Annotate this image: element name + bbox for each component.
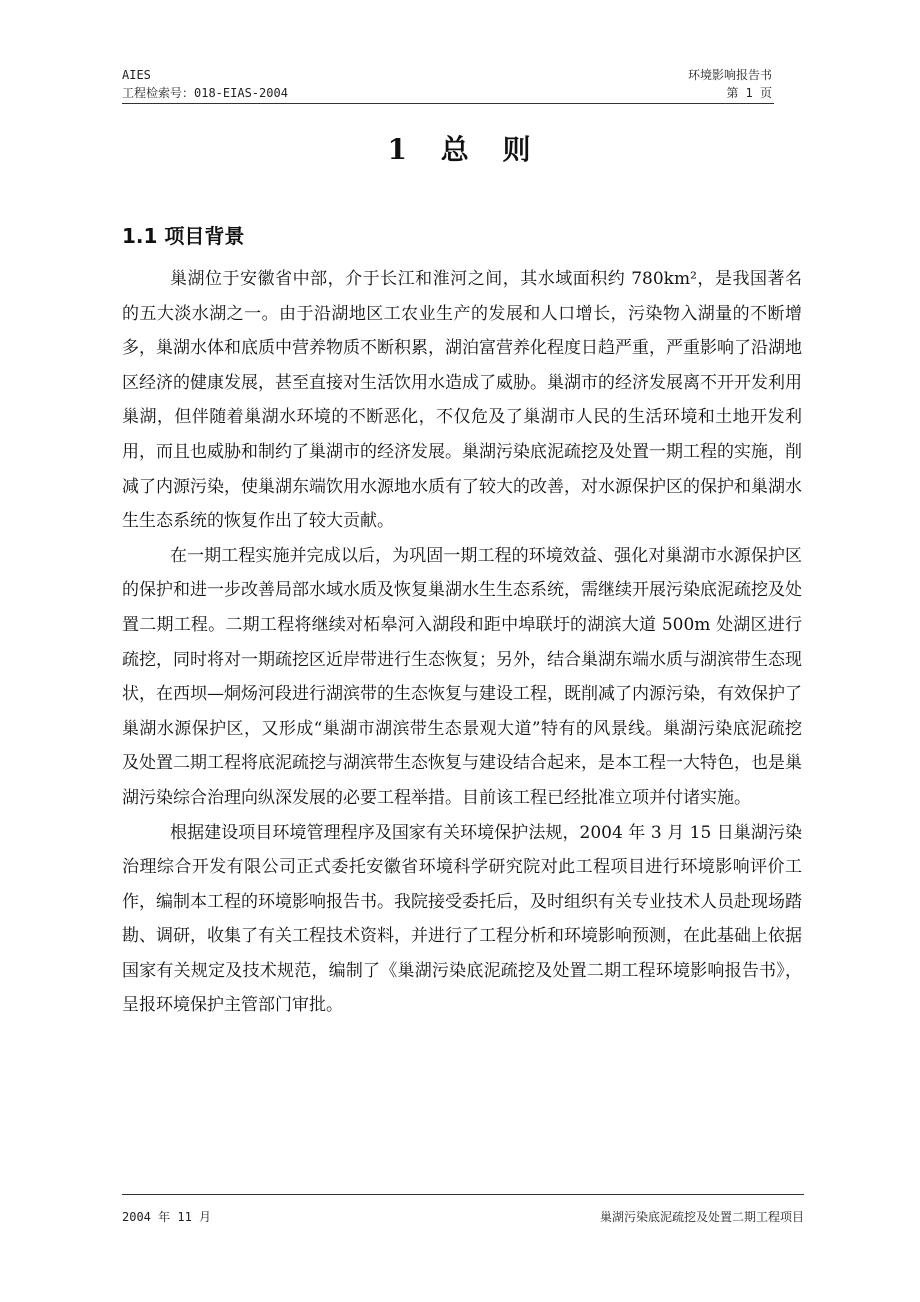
chapter-title (0, 128, 920, 168)
footer-divider (122, 1194, 804, 1195)
header-project-id: 工程检索号：018-EIAS-2004 (122, 86, 288, 100)
footer-date: 2004 年 11 月 (122, 1210, 212, 1224)
body-text (122, 262, 802, 1023)
header-right (560, 66, 772, 102)
chapter-title-char-1: 总 (440, 133, 471, 166)
header-divider (122, 103, 774, 104)
footer-project: 巢湖污染底泥疏挖及处置二期工程项目 (599, 1210, 804, 1224)
header-page-number: 第 1 页 (726, 86, 772, 100)
paragraph-3: 根据建设项目环境管理程序及国家有关环境保护法规，2004 年 3 月 15 日巢湖污染治理综合开发有限公司正式委托安徽省环境科学研究院对此工程项目进行环境影响评价工作，编制本工程的环境影响报告书。我院接受委托后，及时组织有关专业技术人员赴现场踏勘、调研，收集了有关工程技术资料，并进行了工程分析和环境影响预测，在此基础上依据国家有关规定及技术规范，编制了《巢湖污染底泥疏挖及处置二期工程环境影响报告书》，呈报环境保护主管部门审批。 (122, 822, 802, 1016)
paragraph-1: 巢湖位于安徽省中部，介于长江和淮河之间，其水域面积约 780km²，是我国著名的五大淡水湖之一。由于沿湖地区工农业生产的发展和人口增长，污染物入湖量的不断增多，巢湖水体和底质中营养物质不断积累，湖泊富营养化程度日趋严重，严重影响了沿湖地区经济的健康发展，甚至直接对生活饮用水造成了威胁。巢湖市的经济发展离不开开发利用巢湖，但伴随着巢湖水环境的不断恶化，不仅危及了巢湖市人民的生活环境和土地开发利用，而且也威胁和制约了巢湖市的经济发展。巢湖污染底泥疏挖及处置一期工程的实施，削减了内源污染，使巢湖东端饮用水源地水质有了较大的改善，对水源保护区的保护和巢湖水生生态系统的恢复作出了较大贡献。 (122, 269, 802, 532)
chapter-title-char-2: 则 (502, 133, 533, 166)
header-org: AIES (122, 68, 151, 82)
chapter-number: 1 (387, 133, 409, 166)
paragraph-2: 在一期工程实施并完成以后，为巩固一期工程的环境效益、强化对巢湖市水源保护区的保护和进一步改善局部水域水质及恢复巢湖水生生态系统，需继续开展污染底泥疏挖及处置二期工程。二期工程将继续对柘皋河入湖段和距中埠联圩的湖滨大道 500m 处湖区进行疏挖，同时将对一期疏挖区近岸带进行生态恢复；另外，结合巢湖东端水质与湖滨带生态现状，在西坝—烔炀河段进行湖滨带的生态恢复与建设工程，既削减了内源污染，有效保护了巢湖水源保护区，又形成“巢湖市湖滨带生态景观大道”特有的风景线。巢湖污染底泥疏挖及处置二期工程将底泥疏挖与湖滨带生态恢复与建设结合起来，是本工程一大特色，也是巢湖污染综合治理向纵深发展的必要工程举措。目前该工程已经批准立项并付诸实施。 (122, 545, 802, 808)
section-heading: 1.1 项目背景 (122, 224, 245, 248)
header-doc-type: 环境影响报告书 (687, 68, 772, 82)
header-left (122, 66, 288, 102)
